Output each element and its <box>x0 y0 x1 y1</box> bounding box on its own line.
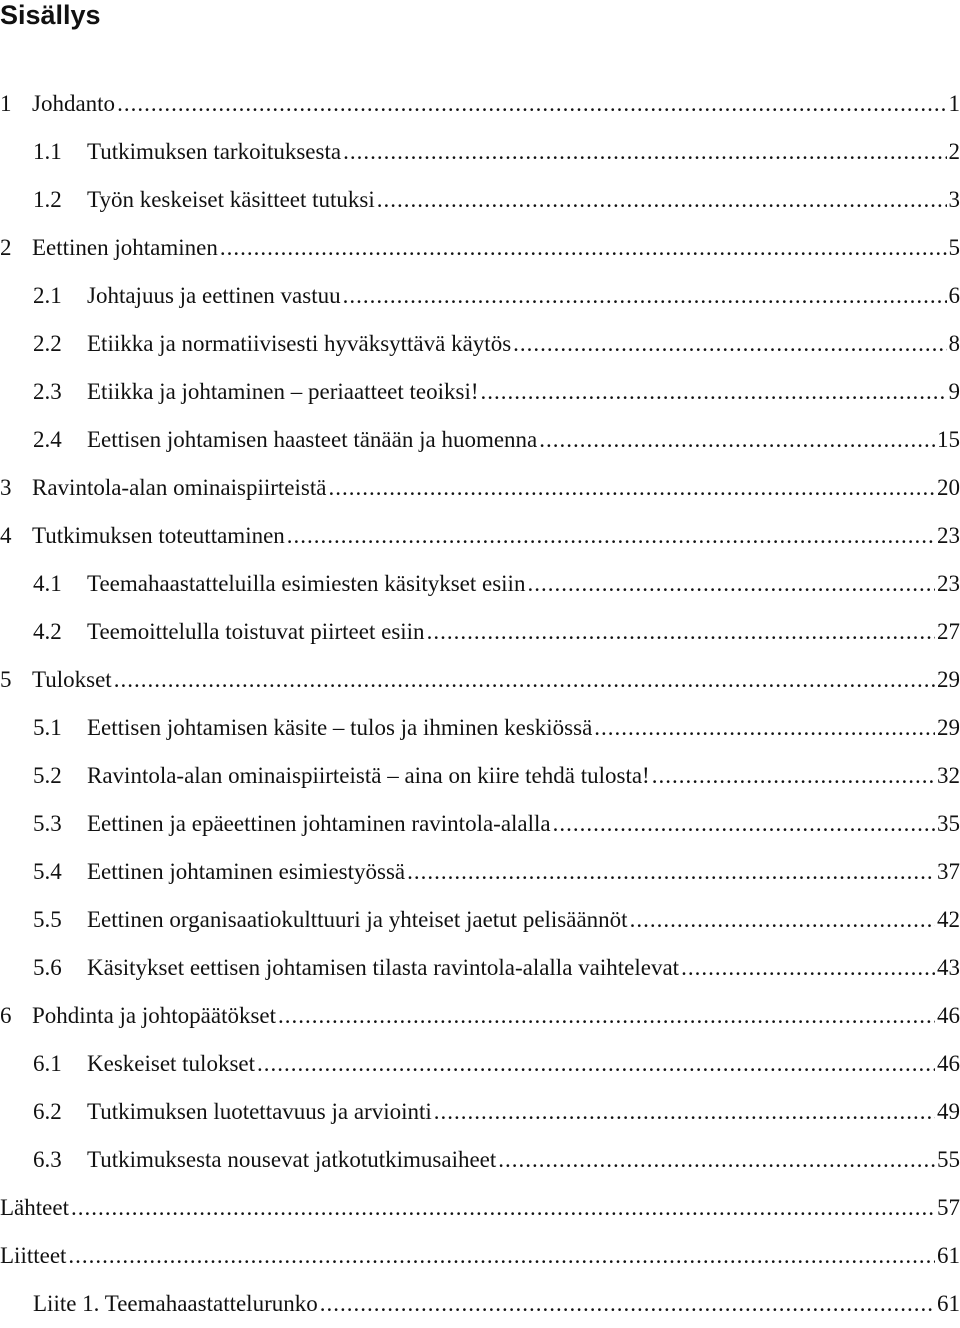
toc-entry-title: Teemoittelulla toistuvat piirteet esiin <box>87 608 425 656</box>
toc-entry-number: 6.3 <box>33 1136 87 1184</box>
toc-entry-title: Työn keskeiset käsitteet tutuksi <box>87 176 375 224</box>
toc-entry-title: Etiikka ja normatiivisesti hyväksyttävä käytös <box>87 320 511 368</box>
toc-entry-title: Ravintola-alan ominaispiirteistä <box>32 464 326 512</box>
toc-entry-title: Eettisen johtamisen käsite – tulos ja ihminen keskiössä <box>87 704 592 752</box>
toc-entry[interactable] <box>0 896 960 944</box>
toc-entry[interactable] <box>0 1040 960 1088</box>
dot-leader <box>377 176 947 224</box>
toc-list <box>0 80 960 1328</box>
dot-leader <box>257 1040 935 1088</box>
toc-entry[interactable] <box>0 944 960 992</box>
toc-entry-number: 6.1 <box>33 1040 87 1088</box>
toc-entry-title: Lähteet <box>0 1184 69 1232</box>
toc-entry-title: Tutkimuksen luotettavuus ja arviointi <box>87 1088 432 1136</box>
toc-entry[interactable] <box>0 368 960 416</box>
toc-entry-number: 6.2 <box>33 1088 87 1136</box>
dot-leader <box>434 1088 935 1136</box>
dot-leader <box>343 128 946 176</box>
toc-entry-page: 8 <box>949 320 960 368</box>
toc-entry-page: 3 <box>949 176 960 224</box>
toc-entry-title: Käsitykset eettisen johtamisen tilasta ravintola-alalla vaihtelevat <box>87 944 679 992</box>
dot-leader <box>68 1232 935 1280</box>
toc-entry-title: Pohdinta ja johtopäätökset <box>32 992 276 1040</box>
dot-leader <box>539 416 935 464</box>
dot-leader <box>278 992 935 1040</box>
toc-entry-page: 23 <box>937 560 960 608</box>
toc-entry[interactable] <box>0 512 960 560</box>
toc-entry-page: 20 <box>937 464 960 512</box>
toc-entry[interactable] <box>0 1088 960 1136</box>
toc-entry[interactable] <box>0 800 960 848</box>
toc-entry-title: Eettinen ja epäeettinen johtaminen ravintola-alalla <box>87 800 551 848</box>
toc-entry-page: 55 <box>937 1136 960 1184</box>
dot-leader <box>343 272 947 320</box>
toc-entry[interactable] <box>0 272 960 320</box>
toc-entry-title: Liitteet <box>0 1232 66 1280</box>
toc-entry-title: Eettisen johtamisen haasteet tänään ja huomenna <box>87 416 537 464</box>
toc-entry-number: 6 <box>0 992 32 1040</box>
toc-entry-page: 6 <box>949 272 960 320</box>
dot-leader <box>498 1136 935 1184</box>
toc-entry[interactable] <box>0 464 960 512</box>
toc-entry[interactable] <box>0 992 960 1040</box>
toc-entry[interactable] <box>0 560 960 608</box>
toc-entry[interactable] <box>0 608 960 656</box>
toc-entry-page: 32 <box>937 752 960 800</box>
toc-entry[interactable] <box>0 224 960 272</box>
toc-entry-number: 1.1 <box>33 128 87 176</box>
toc-entry[interactable] <box>0 1280 960 1328</box>
toc-entry[interactable] <box>0 1184 960 1232</box>
dot-leader <box>71 1184 935 1232</box>
toc-entry[interactable] <box>0 176 960 224</box>
toc-entry-number: 3 <box>0 464 32 512</box>
toc-entry-page: 49 <box>937 1088 960 1136</box>
dot-leader <box>594 704 935 752</box>
toc-entry-number: 2.2 <box>33 320 87 368</box>
toc-entry[interactable] <box>0 80 960 128</box>
toc-entry-title: Johtajuus ja eettinen vastuu <box>87 272 341 320</box>
toc-entry[interactable] <box>0 320 960 368</box>
toc-entry-number: 5.6 <box>33 944 87 992</box>
toc-entry-page: 43 <box>937 944 960 992</box>
toc-entry-page: 27 <box>937 608 960 656</box>
toc-entry-number: 1 <box>0 80 32 128</box>
dot-leader <box>681 944 935 992</box>
toc-entry[interactable] <box>0 1232 960 1280</box>
toc-entry-page: 57 <box>937 1184 960 1232</box>
toc-entry-number: 2 <box>0 224 32 272</box>
toc-entry-title: Eettinen johtaminen <box>32 224 218 272</box>
toc-entry-page: 61 <box>937 1280 960 1328</box>
toc-entry-page: 2 <box>949 128 960 176</box>
toc-entry-number: 5.1 <box>33 704 87 752</box>
dot-leader <box>220 224 947 272</box>
toc-entry-title: Liite 1. Teemahaastattelurunko <box>33 1280 318 1328</box>
dot-leader <box>527 560 935 608</box>
dot-leader <box>287 512 935 560</box>
toc-entry-number: 2.3 <box>33 368 87 416</box>
toc-entry-title: Tutkimuksen tarkoituksesta <box>87 128 341 176</box>
toc-entry[interactable] <box>0 416 960 464</box>
toc-entry-number: 1.2 <box>33 176 87 224</box>
toc-entry-page: 61 <box>937 1232 960 1280</box>
dot-leader <box>117 80 946 128</box>
dot-leader <box>513 320 946 368</box>
toc-entry-page: 42 <box>937 896 960 944</box>
toc-entry-number: 2.4 <box>33 416 87 464</box>
toc-entry-number: 5 <box>0 656 32 704</box>
toc-entry-number: 4.1 <box>33 560 87 608</box>
toc-entry-number: 5.3 <box>33 800 87 848</box>
toc-entry-title: Tutkimuksen toteuttaminen <box>32 512 285 560</box>
dot-leader <box>630 896 935 944</box>
toc-entry-page: 9 <box>949 368 960 416</box>
toc-entry-page: 23 <box>937 512 960 560</box>
toc-entry[interactable] <box>0 848 960 896</box>
toc-entry-page: 29 <box>937 704 960 752</box>
toc-entry-title: Keskeiset tulokset <box>87 1040 255 1088</box>
toc-entry-title: Ravintola-alan ominaispiirteistä – aina on kiire tehdä tulosta! <box>87 752 650 800</box>
toc-entry-page: 29 <box>937 656 960 704</box>
toc-entry[interactable] <box>0 128 960 176</box>
toc-entry-number: 4 <box>0 512 32 560</box>
toc-entry[interactable] <box>0 656 960 704</box>
dot-leader <box>114 656 935 704</box>
toc-entry-page: 15 <box>937 416 960 464</box>
toc-entry-number: 5.5 <box>33 896 87 944</box>
toc-entry-page: 5 <box>949 224 960 272</box>
dot-leader <box>427 608 935 656</box>
toc-entry-number: 2.1 <box>33 272 87 320</box>
toc-heading: Sisällys <box>0 0 101 30</box>
toc-entry[interactable] <box>0 752 960 800</box>
toc-entry-title: Johdanto <box>32 80 115 128</box>
toc-entry-title: Eettinen organisaatiokulttuuri ja yhteiset jaetut pelisäännöt <box>87 896 628 944</box>
dot-leader <box>481 368 947 416</box>
toc-entry-title: Etiikka ja johtaminen – periaatteet teoiksi! <box>87 368 479 416</box>
toc-entry-number: 5.2 <box>33 752 87 800</box>
toc-entry-page: 37 <box>937 848 960 896</box>
toc-entry[interactable] <box>0 1136 960 1184</box>
dot-leader <box>328 464 935 512</box>
toc-entry-title: Teemahaastatteluilla esimiesten käsitykset esiin <box>87 560 525 608</box>
toc-entry-title: Tulokset <box>32 656 112 704</box>
dot-leader <box>553 800 935 848</box>
dot-leader <box>407 848 935 896</box>
toc-entry-number: 5.4 <box>33 848 87 896</box>
toc-entry-title: Eettinen johtaminen esimiestyössä <box>87 848 405 896</box>
toc-entry-number: 4.2 <box>33 608 87 656</box>
toc-entry[interactable] <box>0 704 960 752</box>
toc-entry-page: 46 <box>937 1040 960 1088</box>
toc-entry-page: 35 <box>937 800 960 848</box>
toc-entry-page: 46 <box>937 992 960 1040</box>
dot-leader <box>320 1280 935 1328</box>
toc-entry-page: 1 <box>949 80 960 128</box>
toc-entry-title: Tutkimuksesta nousevat jatkotutkimusaiheet <box>87 1136 496 1184</box>
dot-leader <box>652 752 935 800</box>
